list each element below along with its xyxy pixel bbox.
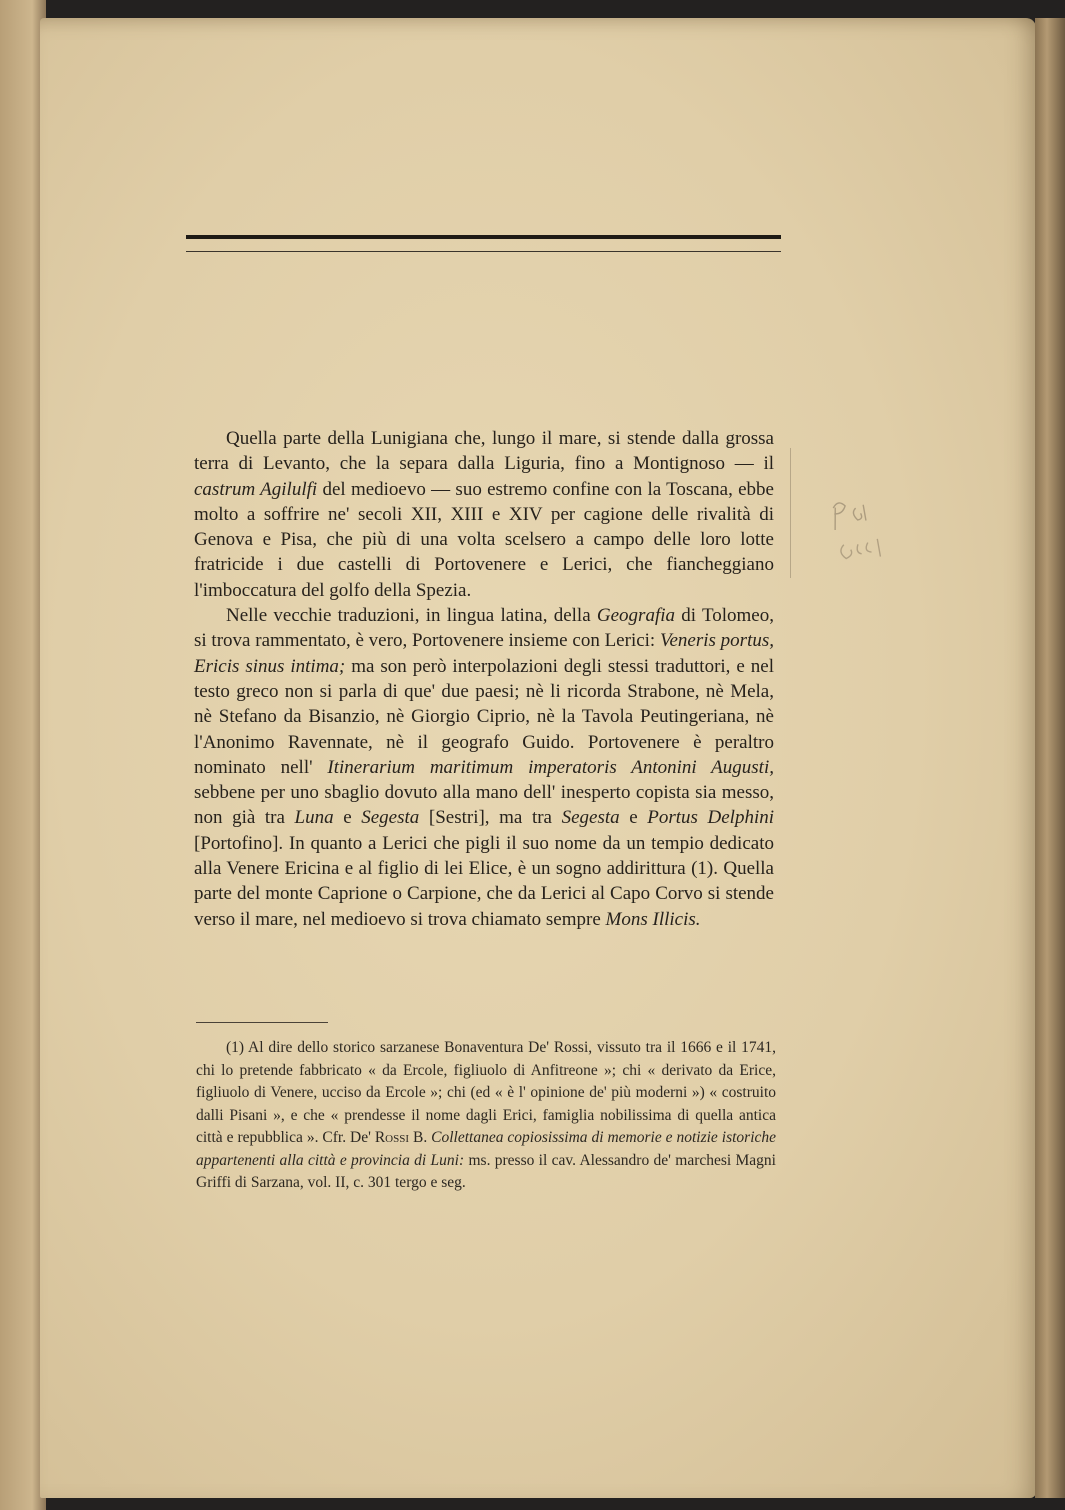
text-segment: del medioevo — suo estremo confine con la Toscana, ebbe molto a soffrire ne' secoli XII, XIII e XIV per cagione delle rivalità di Genova e Pisa, che più di una volta scelsero a campo delle loro lotte fratricide i due castelli di Portovenere e Lerici, che fiancheggiano l'imboccatura del golfo della Spezia. <box>194 478 774 601</box>
footnote-rule <box>196 1022 328 1023</box>
italic-segment: castrum Agilulfi <box>194 478 318 500</box>
text-segment: e <box>333 807 362 829</box>
italic-segment: Luna <box>294 807 334 829</box>
header-rule-thin <box>186 251 781 252</box>
italic-segment: Segesta <box>561 807 620 829</box>
text-segment: [Portofino]. In quanto a Lerici che pigli il suo nome da un tempio dedicato alla Venere Ericina e al figlio di lei Elice, è un sogno addirittura (1). Quella parte del monte Caprione o Carpione, che da Lerici al Capo Corvo si stende verso il mare, nel medioevo si trova chiamato sempre <box>194 832 774 930</box>
pencil-scribble <box>824 486 917 579</box>
text-segment: sebbene per uno sbaglio dovuto alla mano dell' inesperto copista sia messo, non già tra <box>194 782 774 829</box>
text-segment: B. <box>409 1129 432 1146</box>
text-segment: Quella parte della Lunigiana che, lungo il mare, si stende dalla grossa terra di Levanto, che la separa dalla Liguria, fino a Montignoso — il <box>194 428 774 475</box>
text-segment: [Sestri], ma tra <box>419 807 562 829</box>
italic-segment: Geografia <box>596 605 676 627</box>
text-segment: di Tolomeo, si trova rammentato, è vero, Portovenere insieme con Lerici: <box>194 605 774 652</box>
italic-segment: Collettanea copiosissima di memorie e notizie istoriche appartenenti alla città e provincia di Luni: <box>196 1129 777 1169</box>
text-segment: (1) Al dire dello storico sarzanese Bonaventura De' Rossi, vissuto tra il 1666 e il 1741, chi lo pretende fabbricato « da Ercole, figliuolo di Anfitreone »; chi « derivato da Erice, figliuolo di Venere, ucciso da Ercole »; chi (ed « è l' opinione de' più moderni ») « costruito dalli Pisani », e che « prendesse il nome dagli Erici, famiglia nobilissima di quella antica città e repubblica ». Cfr. De' <box>196 1039 776 1146</box>
text-segment: Nelle vecchie traduzioni, in lingua latina, della <box>226 605 597 627</box>
text-segment: e <box>619 807 648 829</box>
body-text <box>194 426 774 932</box>
page-stack-edge <box>1035 18 1065 1498</box>
footnote <box>196 1037 776 1195</box>
small-caps-segment: Rossi <box>374 1129 410 1146</box>
paragraph-1 <box>194 426 774 603</box>
footnote-paragraph <box>196 1037 776 1195</box>
italic-segment: Portus Delphini <box>647 807 775 829</box>
pencil-annotation <box>824 486 917 579</box>
italic-segment: Veneris portus, Ericis sinus intima; <box>194 630 774 677</box>
italic-segment: Mons Illicis. <box>605 908 701 930</box>
italic-segment: Itinerarium maritimum imperatoris Antonini Augusti, <box>327 756 774 778</box>
text-segment: ms. presso il cav. Alessandro de' marchesi Magni Griffi di Sarzana, vol. II, c. 301 tergo e seg. <box>196 1151 776 1191</box>
pencil-bracket-mark <box>790 448 807 578</box>
italic-segment: Segesta <box>361 807 420 829</box>
header-rule-thick <box>186 235 781 239</box>
paragraph-2 <box>194 603 774 932</box>
text-segment: ma son però interpolazioni degli stessi traduttori, e nel testo greco non si parla di que' due paesi; nè li ricorda Strabone, nè Mela, nè Stefano da Bisanzio, nè Giorgio Ciprio, nè la Tavola Peutingeriana, nè l'Anonimo Ravennate, nè il geografo Guido. Portovenere è peraltro nominato nell' <box>194 655 774 778</box>
